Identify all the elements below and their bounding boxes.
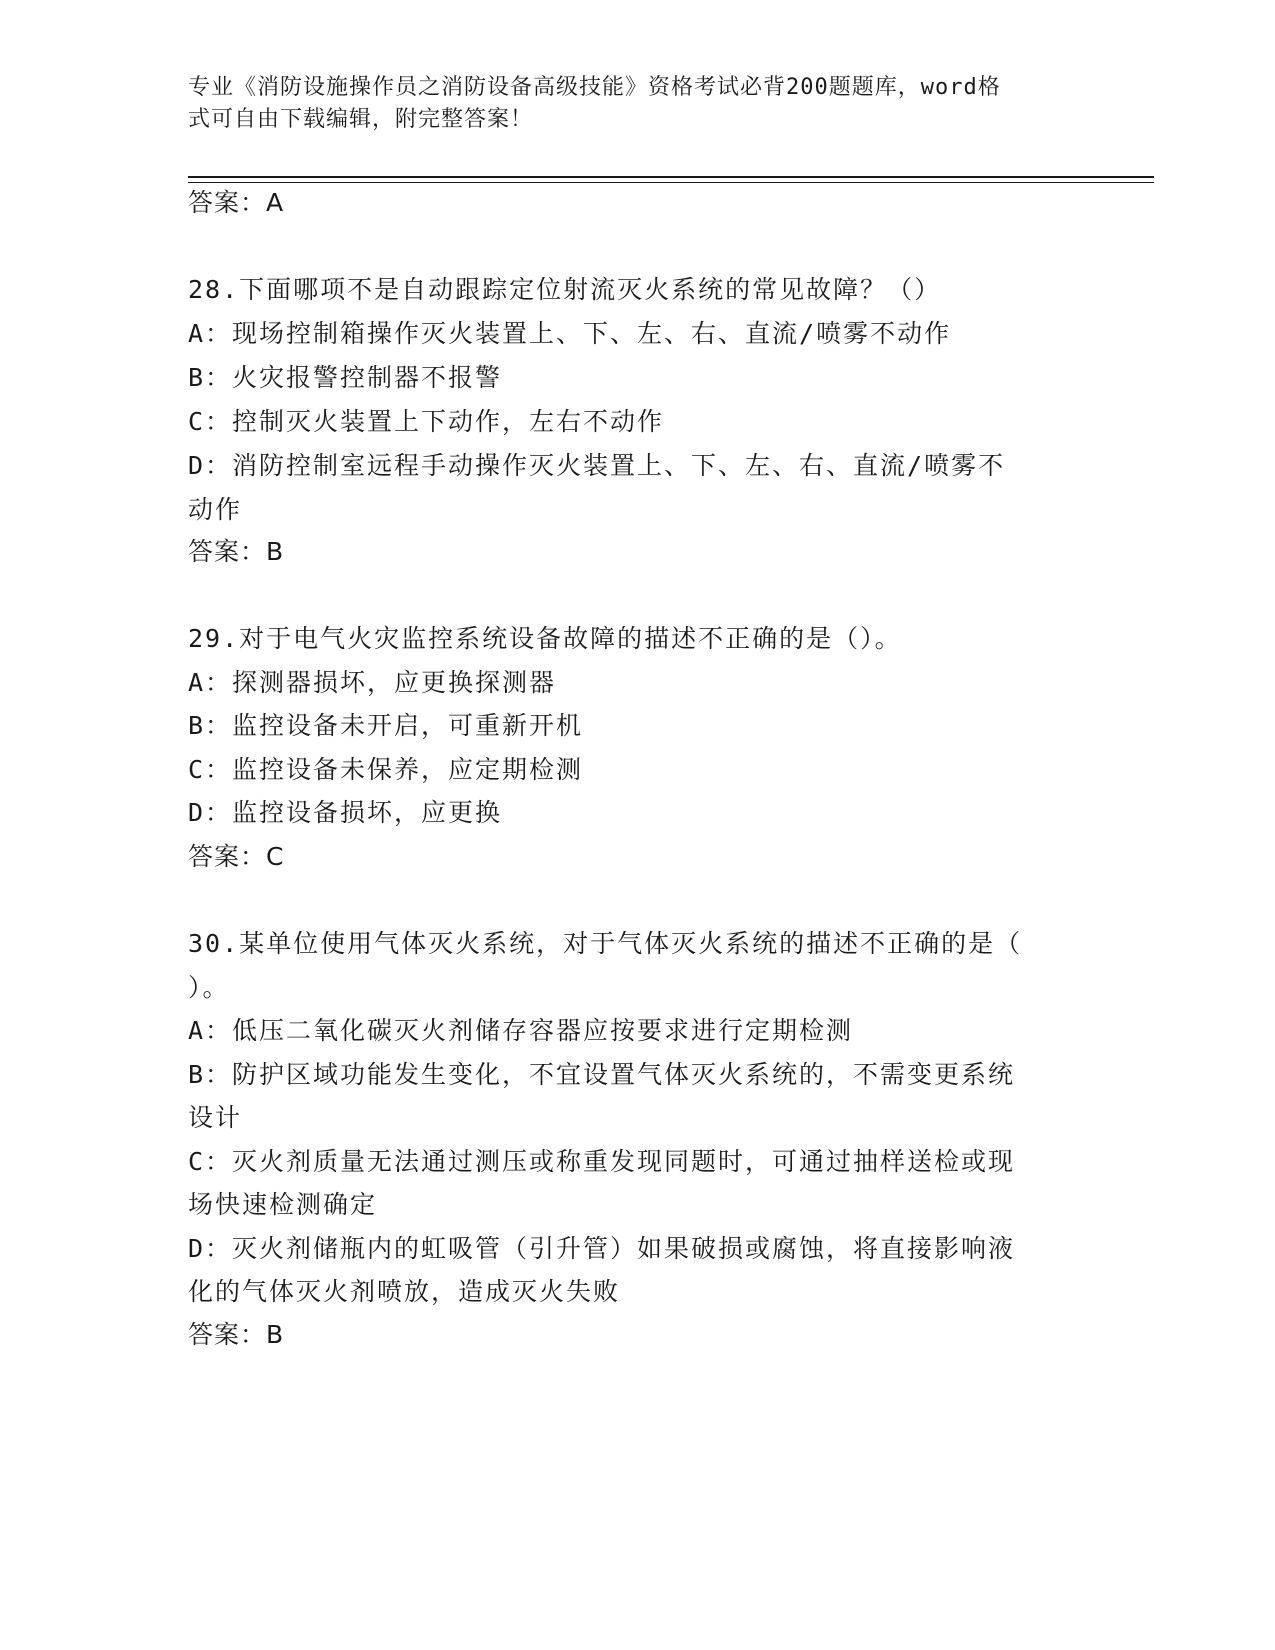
question-stem: 28.下面哪项不是自动跟踪定位射流灭火系统的常见故障？（） [188,275,942,304]
option-d: D：消防控制室远程手动操作灭火装置上、下、左、右、直流/喷雾不 [188,451,1006,480]
previous-answer: 答案：A [188,188,285,217]
question-stem: 30.某单位使用气体灭火系统，对于气体灭火系统的描述不正确的是（ [188,929,1023,958]
header-line-1: 专业《消防设施操作员之消防设备高级技能》资格考试必背200题题库，word格 [188,75,1001,100]
option-a: A：低压二氧化碳灭火剂储存容器应按要求进行定期检测 [188,1016,854,1045]
header-divider-thin [188,182,1154,183]
question-stem-continued: ）。 [188,973,230,1002]
option-a: A：探测器损坏，应更换探测器 [188,668,557,697]
option-d: D：监控设备损坏，应更换 [188,798,503,827]
option-a: A：现场控制箱操作灭火装置上、下、左、右、直流/喷雾不动作 [188,319,952,348]
header-divider-thick [188,176,1154,178]
option-b: B：火灾报警控制器不报警 [188,363,503,392]
question-answer: 答案：B [188,1320,285,1349]
option-d: D：灭火剂储瓶内的虹吸管（引升管）如果破损或腐蚀，将直接影响液 [188,1234,1016,1263]
option-c: C：控制灭火装置上下动作，左右不动作 [188,407,665,436]
option-d-continued: 化的气体灭火剂喷放，造成灭火失败 [188,1277,621,1306]
question-stem: 29.对于电气火灾监控系统设备故障的描述不正确的是（）。 [188,624,902,653]
question-answer: 答案：B [188,537,285,566]
option-b: B：监控设备未开启，可重新开机 [188,711,584,740]
option-c-continued: 场快速检测确定 [188,1190,378,1219]
option-c: C：灭火剂质量无法通过测压或称重发现同题时，可通过抽样送检或现 [188,1147,1016,1176]
option-b: B：防护区域功能发生变化，不宜设置气体灭火系统的，不需变更系统 [188,1060,1016,1089]
option-b-continued: 设计 [188,1103,243,1132]
option-c: C：监控设备未保养，应定期检测 [188,755,584,784]
document-header [188,72,1068,136]
question-answer: 答案：C [188,842,285,871]
header-line-2: 式可自由下载编辑，附完整答案！ [188,107,534,132]
option-d-continued: 动作 [188,495,243,524]
